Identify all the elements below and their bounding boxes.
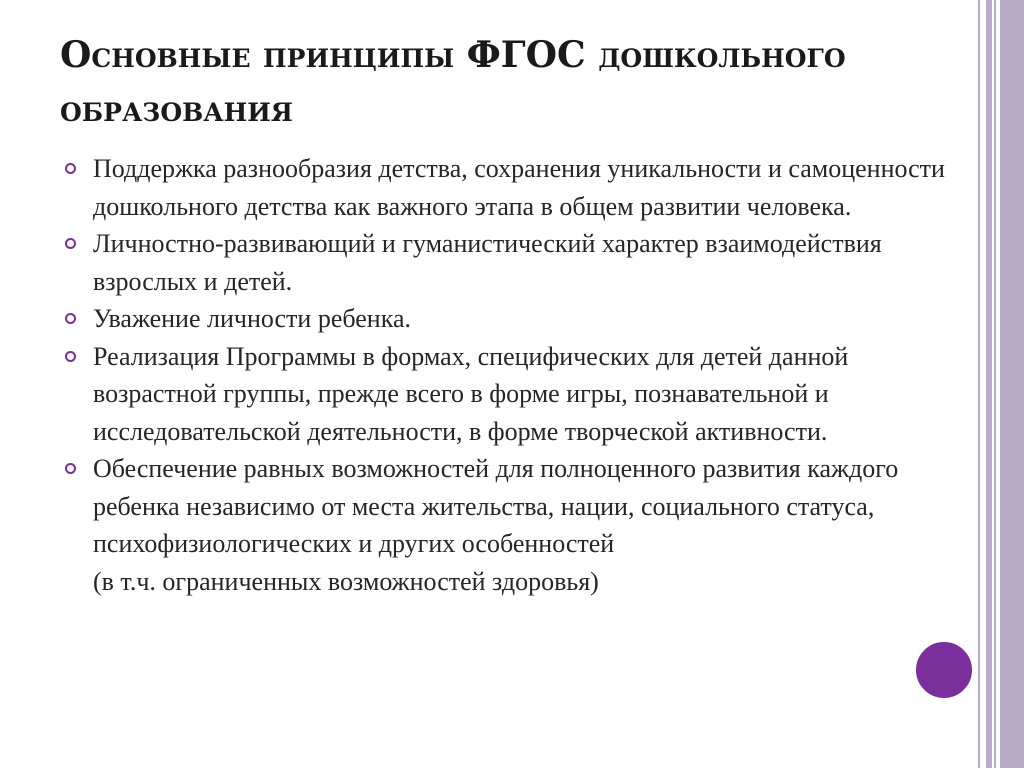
ring-bullet-icon: [65, 238, 76, 249]
decorative-stripe: [986, 0, 992, 768]
list-item-text: Поддержка разнообразия детства, сохранения уникальности и самоценности дошкольного детства как важного этапа в общем развитии человека.: [93, 154, 945, 221]
list-item-text: Личностно-развивающий и гуманистический характер взаимодействия взрослых и детей.: [93, 229, 882, 296]
list-item: [65, 225, 945, 300]
list-item-text: Реализация Программы в формах, специфических для детей данной возрастной группы, прежде всего в форме игры, познавательной и исследовательской деятельности, в форме творческой активности.: [93, 341, 849, 446]
ring-bullet-icon: [65, 163, 76, 174]
ring-bullet-icon: [65, 463, 76, 474]
ring-bullet-icon: [65, 313, 76, 324]
purple-circle-decoration: [913, 639, 975, 701]
ring-bullet-icon: [65, 351, 76, 362]
decorative-stripe: [994, 0, 996, 768]
list-item: [65, 450, 945, 600]
bullet-list: [65, 150, 945, 600]
list-item: [65, 150, 945, 225]
list-item: [65, 300, 945, 338]
list-item: [65, 338, 945, 451]
slide-title: Основные принципы ФГОС дошкольного образования: [60, 34, 846, 130]
list-item-text: Обеспечение равных возможностей для полноценного развития каждого ребенка независимо от места жительства, нации, социального статуса, психофизиологических и других особенностей (в т.ч. ограниченных возможностей здоровья): [93, 454, 899, 596]
decorative-stripe: [978, 0, 980, 768]
decorative-stripe: [1000, 0, 1024, 768]
list-item-text: Уважение личности ребенка.: [93, 304, 411, 333]
